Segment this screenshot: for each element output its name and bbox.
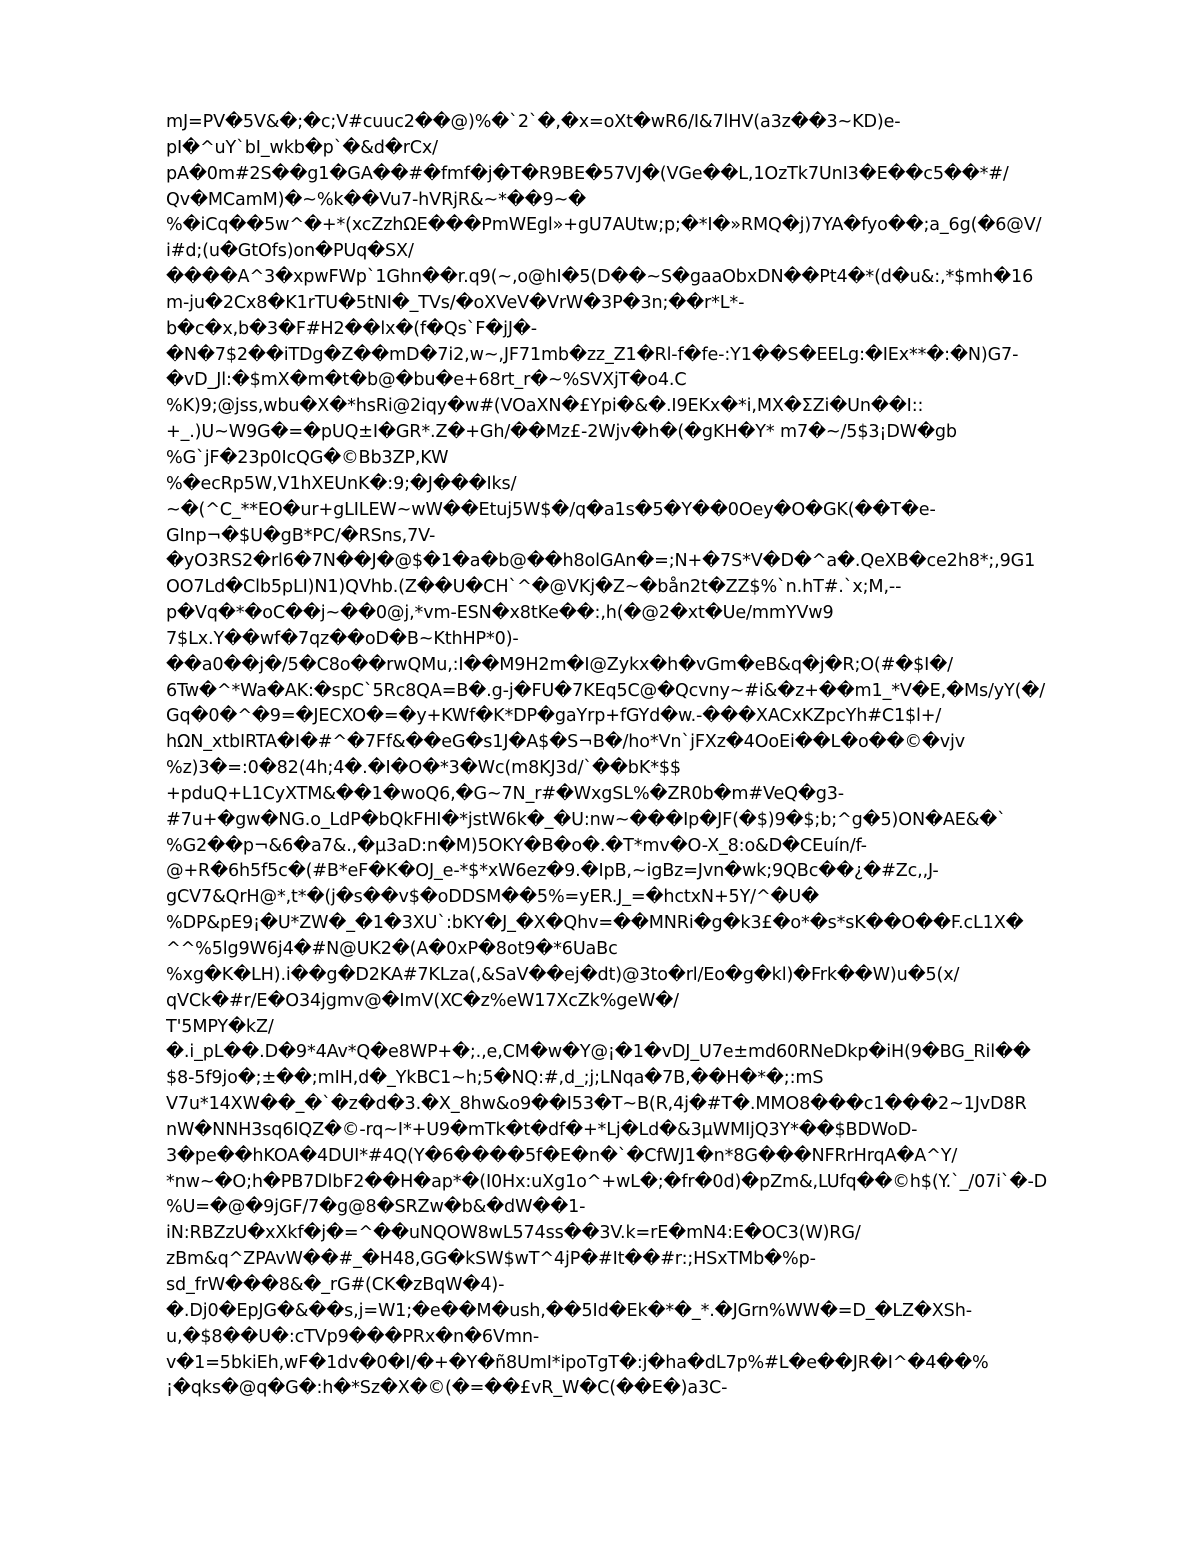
text-line: $8-5f9jo�;±��;mIH,d�_YkBC1~h;5�NQ:#,d_;j;LNqa�7B,��H�*�;:mS	[166, 1068, 824, 1089]
text-line: p�Vq�*�oC��j~��0@j,*vm-ESN�x8tKe��:,h(�@2�xt�Ue/mmYVw9	[166, 603, 834, 624]
text-line: %�iCq��5w^�+*(xcZzhΩE���PmWEgl»+gU7AUtw;p;�*I�»RMQ�j)7YA�fyo��;a_6g(�6@V/	[166, 215, 1042, 236]
text-line: ~�(^C_**EO�ur+gLILEW~wW��Etuj5W$�/q�a1s�5�Y��0Oey�O�GK(��T�e-	[166, 499, 936, 520]
text-line: iN:RBZzU�xXkf�j�=^��uNQOW8wL574ss��3V.k=rE�mN4:E�OC3(W)RG/	[166, 1223, 861, 1244]
text-line: u,�$8��U�:cTVp9���PRx�n�6Vmn-	[166, 1326, 540, 1347]
text-line: %U=�@�9jGF/7�g@8�SRZw�b&�dW��1-	[166, 1197, 586, 1218]
text-line: mJ=PV�5V&�;�c;V#cuuc2��@)%�`2`�,�x=oXt�wR6/I&7lHV(a3z��3~KD)e-	[166, 112, 901, 132]
document-body	[166, 110, 1116, 1402]
text-line: OO7Ld�Clb5pLI)N1)QVhb.(Z��U�CH`^�@VKj�Z~�bån2t�ZZ$%`n.hT#.`x;M,--	[166, 577, 902, 598]
text-line: #7u+�gw�NG.o_LdP�bQkFHI�*jstW6k�_�U:nw~���Ip�JF(�$)9�$;b;^g�5)ON�AE&�`	[166, 809, 1006, 830]
text-line: %G`jF�23p0IcQG�©Bb3ZP,KW	[166, 447, 449, 468]
text-line: �yO3RS2�rl6�7N��J�@$�1�a�b@��h8olGAn�=;N+�7S*V�D�^a�.QeXB�ce2h8*;,9G1	[166, 551, 1036, 572]
text-line: m-ju�2Cx8�K1rTU�5tNI�_TVs/�oXVeV�VrW�3P�3n;��r*L*-	[166, 292, 745, 313]
text-line: ¡�qks�@q�G�:h�*Sz�X�©(�=��£vR_W�C(��E�)a3C-	[166, 1378, 728, 1399]
text-line: %K)9;@jss,wbu�X�*hsRi@2iqy�w#(VOaXN�£Ypi�&�.I9EKx�*i,MX�ΣZi�Un��I::	[166, 396, 924, 417]
text-line: hΩN_xtbIRTA�I�#^�7Ff&��eG�s1J�A$�S¬B�/ho*Vn`jFXz�4OoEi��L�o��©�vjv	[166, 732, 966, 753]
text-line: %G2��p¬&6�a7&.,�µ3aD:n�M)5OKY�B�o�.�T*mv�O-X_8:o&D�CEuín/f-	[166, 835, 867, 856]
text-line: zBm&q^ZPAvW��#_�H48,GG�kSW$wT^4jP�#It��#r:;HSxTMb�%p-	[166, 1249, 816, 1270]
text-line: i#d;(u�GtOfs)on�PUq�SX/	[166, 241, 414, 262]
text-line: %�ecRp5W,V1hXEUnK�:9;�J���Iks/	[166, 473, 517, 494]
text-line: ����A^3�xpwFWp`1Ghn��r.q9(~,o@hI�5(D��~S�gaaObxDN��Pt4�*(d�u&:,*$mh�16	[166, 267, 1034, 288]
text-line: Qv�MCamM)�~%k��Vu7-hVRjR&~*��9~�	[166, 189, 587, 210]
text-line: sd_frW���8&�_rG#(CK�zBqW�4)-	[166, 1274, 505, 1295]
text-line: +_.)U~W9G�=�pUQ±I�GR*.Z�+Gh/��Mz£-2Wjv�h�(�gKH�Y* m7�~/5$3¡DW�gb	[166, 422, 957, 443]
text-line: b�c�x,b�3�F#H2��lx�(f�Qs`F�jJ�-	[166, 318, 537, 339]
text-line: nW�NNH3sq6IQZ�©-rq~I*+U9�mTk�t�df�+*Lj�Ld�&3µWMIjQ3Y*��$BDWoD-	[166, 1119, 918, 1140]
text-line: pI�^uY`bI_wkb�p`�&d�rCx/	[166, 137, 438, 158]
text-line: @+R�6h5f5c�(#B*eF�K�OJ_e-*$*xW6ez�9.�IpB,~igBz=Jvn�wk;9QBc��¿�#Zc,,J-	[166, 861, 939, 882]
text-line: 7$Lx.Y��wf�7qz��oD�B~KthHP*0)-	[166, 628, 519, 649]
text-line: %DP&pE9¡�U*ZW�_�1�3XU`:bKY�J_�X�Qhv=��MNRi�g�k3£�o*�s*sK��O��F.cL1X�	[166, 913, 1024, 934]
text-line: gCV7&QrH@*,t*�(j�s��v$�oDDSM��5%=yER.J_=�hctxN+5Y/^�U�	[166, 887, 820, 908]
text-line: %xg�K�LH).i��g�D2KA#7KLza(,&SaV��ej�dt)@3to�rl/Eo�g�kl)�Frk��W)u�5(x/	[166, 964, 960, 985]
text-line: �vD_Jl:�$mX�m�t�b@�bu�e+68rt_r�~%SVXjT�o4.C	[166, 370, 687, 391]
text-line: GInp¬�$U�gB*PC/�RSns,7V-	[166, 525, 436, 546]
text-line: �.i_pL��.D�9*4Av*Q�e8WP+�;.,e,CM�w�Y@¡�1�vDJ_U7e±md60RNeDkp�iH(9�BG_Ril��	[166, 1042, 1031, 1063]
text-line: 3�pe��hKOA�4DUI*#4Q(Y�6����5f�E�n�`�CfWJ1�n*8G���NFRrHrqA�A^Y/	[166, 1145, 958, 1166]
text-line: 6Tw�^*Wa�AK:�spC`5Rc8QA=B�.g-j�FU�7KEq5C@�Qcvny~#i&�z+��m1_*V�E,�Ms/yY(�/	[166, 680, 1046, 701]
text-line: qVCk�#r/E�O34jgmv@�ImV(XC�z%eW17XcZk%geW�/	[166, 990, 679, 1011]
text-line: V7u*14XW��_�`�z�d�3.�X_8hw&o9��I53�T~B(R,4j�#T�.MMO8���c1���2~1JvD8R	[166, 1094, 1027, 1115]
text-line: T'5MPY�kZ/	[166, 1016, 274, 1037]
text-line: pA�0m#2S��g1�GA��#�fmf�j�T�R9BE�57VJ�(VGe��L,1OzTk7UnI3�E��c5��*#/	[166, 163, 1009, 184]
text-line: %z)3�=:0�82(4h;4�.�I�O�*3�Wc(m8KJ3d/`��bK*$$	[166, 758, 681, 779]
text-line: ^^%5lg9W6j4�#N@UK2�(A�0xP�8ot9�*6UaBc	[166, 939, 618, 959]
text-line: Gq�0�^�9=�JECXO�=�y+KWf�K*DP�gaYrp+fGYd�w.-���XACxKZpcYh#C1$l+/	[166, 706, 942, 727]
text-line: �N�7$2��iTDg�Z��mD�7i2,w~,JF71mb�zz_Z1�Rl-f�fe-:Y1��S�EELg:�IEx**�:�N)G7-	[166, 344, 1019, 365]
text-line: v�1=5bkiEh,wF�1dv�0�I/�+�Y�ñ8UmI*ipoTgT�:j�ha�dL7p%#L�e��JR�I^�4��%	[166, 1352, 989, 1373]
text-line: +pduQ+L1CyXTM&��1�woQ6,�G~7N_r#�WxgSL%�ZR0b�m#VeQ�g3-	[166, 783, 844, 804]
text-line: ��a0��j�/5�C8o��rwQMu,:I��M9H2m�I@Zykx�h�vGm�eB&q�j�R;O(#�$I�/	[166, 654, 953, 675]
text-line: *nw~�O;h�PB7DlbF2��H�ap*�(I0Hx:uXg1o^+wL�;�fr�0d)�pZm&,LUfq��©h$(Y.`_/07i`�-D	[166, 1171, 1048, 1192]
text-line: �.Dj0�EpJG�&��s,j=W1;�e��M�ush,��5Id�Ek�*�_*.�JGrn%WW�=D_�LZ�XSh-	[166, 1300, 972, 1321]
